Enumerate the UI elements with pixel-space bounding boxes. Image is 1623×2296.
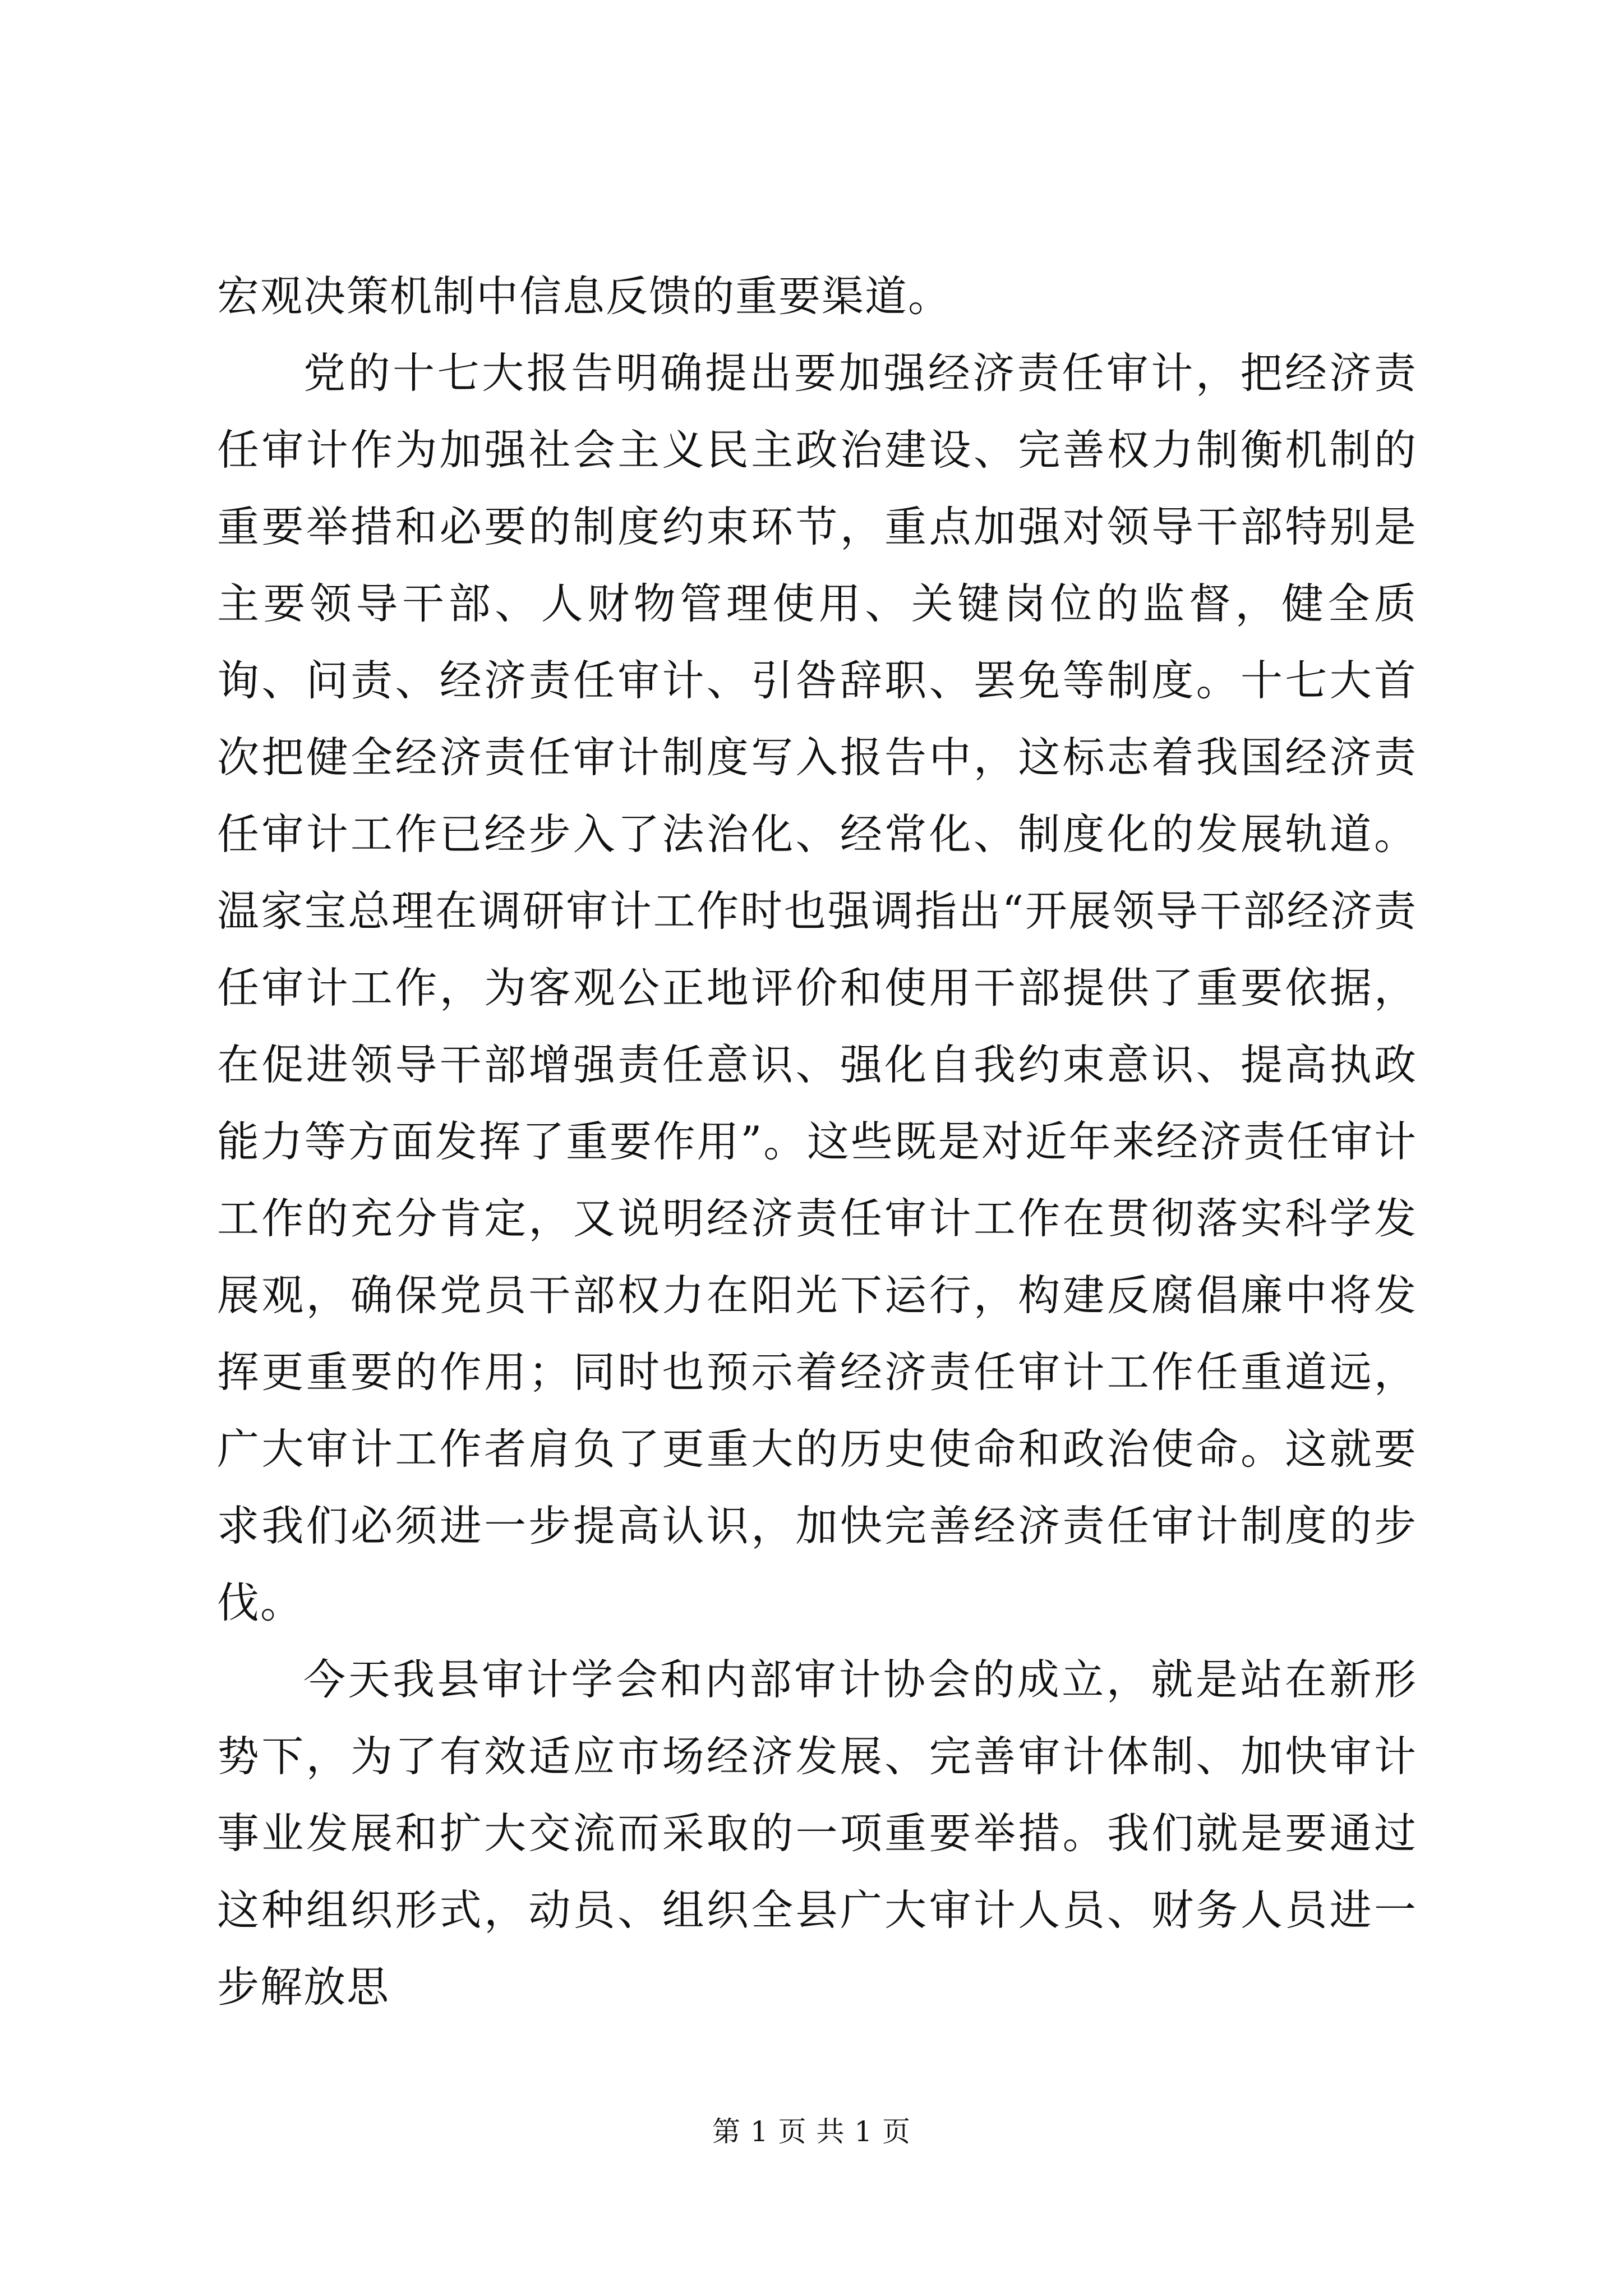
paragraph-association-founding: 今天我县审计学会和内部审计协会的成立，就是站在新形势下，为了有效适应市场经济发展、完善审计体制、加快审计事业发展和扩大交流而采取的一项重要举措。我们就是要通过这种组织形式，动员、组织全县广大审计人员、财务人员进一步解放思 [217, 1655, 1417, 2012]
paragraph-continuation: 宏观决策机制中信息反馈的重要渠道。 [217, 272, 952, 321]
paragraph-audit-report: 党的十七大报告明确提出要加强经济责任审计，把经济责任审计作为加强社会主义民主政治建设、完善权力制衡机制的重要举措和必要的制度约束环节，重点加强对领导干部特别是主要领导干部、人财物管理使用、关键岗位的监督，健全质询、问责、经济责任审计、引咎辞职、罢免等制度。十七大首次把健全经济责任审计制度写入报告中，这标志着我国经济责任审计工作已经步入了法治化、经常化、制度化的发展轨道。温家宝总理在调研审计工作时也强调指出“开展领导干部经济责任审计工作，为客观公正地评价和使用干部提供了重要依据，在促进领导干部增强责任意识、强化自我约束意识、提高执政能力等方面发挥了重要作用”。这些既是对近年来经济责任审计工作的充分肯定，又说明经济责任审计工作在贯彻落实科学发展观，确保党员干部权力在阳光下运行，构建反腐倡廉中将发挥更重要的作用；同时也预示着经济责任审计工作任重道远，广大审计工作者肩负了更重大的历史使命和政治使命。这就要求我们必须进一步提高认识，加快完善经济责任审计制度的步伐。 [217, 348, 1417, 1627]
page-number-footer: 第 1 页 共 1 页 [712, 2115, 911, 2148]
document-body [217, 258, 1417, 2026]
